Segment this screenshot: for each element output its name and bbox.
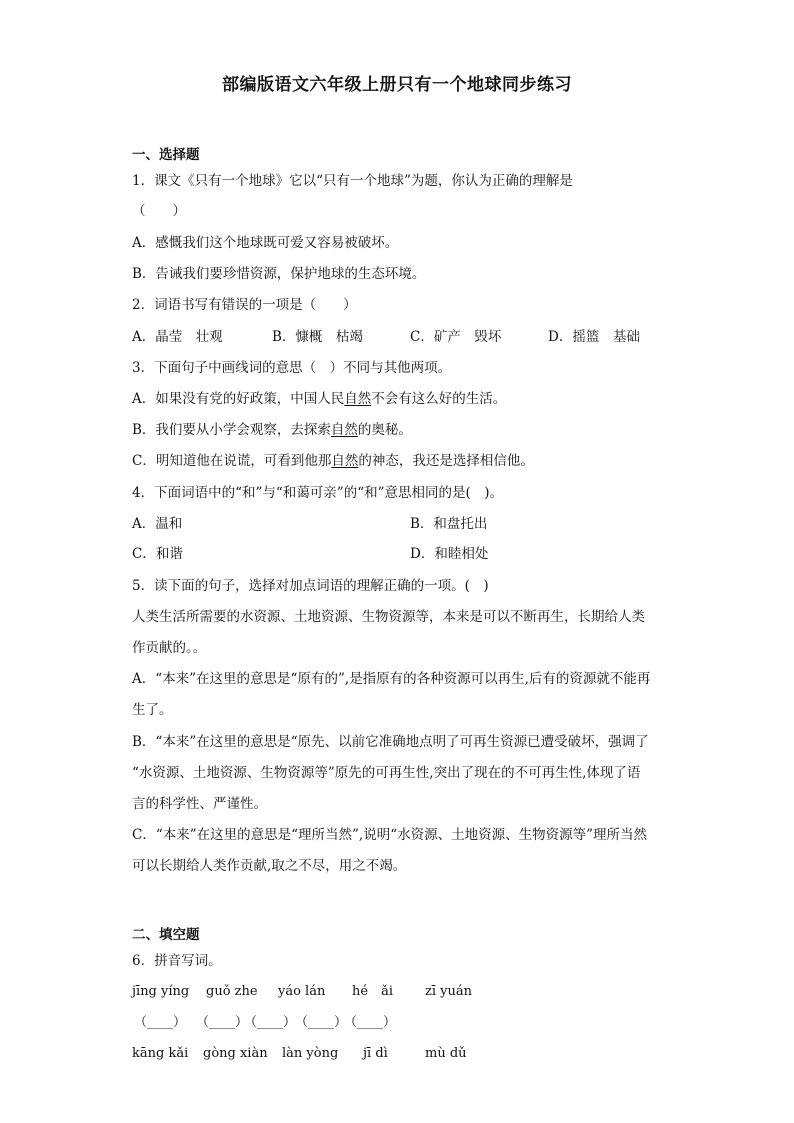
page-title: 部编版语文六年级上册只有一个地球同步练习 (222, 75, 572, 95)
question-3-option-b-post: 的奥秘。 (357, 422, 412, 438)
question-5-option-b-line-1: B．“本来”在这里的意思是“原先、以前它准确地点明了可再生资源已遭受破坏，强调了 (132, 734, 649, 750)
question-3-option-b-pre: B．我们要从小学会观察，去探索 (132, 422, 331, 438)
question-3-option-b (132, 421, 412, 439)
answer-blank-1[interactable]: （____） (134, 1015, 187, 1030)
question-2-stem: 2．词语书写有错误的一项是（ ） (132, 297, 357, 313)
pinyin-6: kāng kǎi (132, 1046, 189, 1061)
question-3-option-a (132, 390, 506, 408)
question-1-stem: 1．课文《只有一个地球》它以“只有一个地球”为题，你认为正确的理解是 (132, 173, 573, 189)
question-4-option-a: A．温和 (132, 516, 183, 532)
question-2-option-a: A．晶莹 壮观 (132, 329, 223, 345)
question-3-stem: 3．下面句子中画线词的意思（ ）不同与其他两项。 (132, 360, 452, 376)
question-3-option-a-underlined: 自然 (344, 391, 372, 407)
pinyin-4: hé ǎi (352, 984, 393, 999)
section-heading-choice: 一、选择题 (132, 147, 200, 163)
question-3-option-a-post: 不会有这么好的生活。 (371, 391, 507, 407)
question-3-option-c-underlined: 自然 (331, 453, 359, 469)
pinyin-7: gòng xiàn (203, 1046, 268, 1061)
question-5-option-c-line-2: 可以长期给人类作贡献,取之不尽，用之不竭。 (132, 858, 407, 874)
pinyin-8: làn yòng (282, 1046, 339, 1061)
question-3-option-c (132, 452, 534, 470)
question-5-stem: 5．读下面的句子，选择对加点词语的理解正确的一项。( ) (132, 578, 489, 594)
answer-blank-4[interactable]: （____） (295, 1015, 348, 1030)
question-5-option-a-line-1: A．“本来”在这里的意思是“原有的”,是指原有的各种资源可以再生,后有的资源就不能再 (132, 671, 651, 687)
question-3-option-b-underlined: 自然 (330, 422, 358, 438)
question-1-option-b: B．告诫我们要珍惜资源，保护地球的生态环境。 (132, 266, 426, 282)
question-2-option-b: B．慷概 枯竭 (272, 329, 363, 345)
question-4-option-b: B．和盘托出 (410, 516, 488, 532)
question-6-stem: 6．拼音写词。 (132, 953, 222, 969)
answer-blank-3[interactable]: （____） (244, 1015, 297, 1030)
question-5-option-c-line-1: C．“本来”在这里的意思是“理所当然”,说明“水资源、土地资源、生物资源等”理所当然 (132, 827, 648, 843)
answer-blank-2[interactable]: （____） (196, 1015, 249, 1030)
question-2-option-c: C．矿产 毁坏 (410, 329, 502, 345)
pinyin-10: mù dǔ (425, 1046, 467, 1061)
pinyin-2: guǒ zhe (206, 984, 258, 999)
question-5-option-b-line-2: “水资源、土地资源、生物资源等”原先的可再生性,突出了现在的不可再生性,体现了语 (132, 765, 641, 781)
question-1-option-a: A．感慨我们这个地球既可爱又容易被破坏。 (132, 235, 399, 251)
pinyin-9: jī dì (363, 1046, 388, 1061)
question-1-paren: （ ） (132, 203, 186, 219)
question-3-option-c-pre: C．明知道他在说谎，可看到他那 (132, 453, 332, 469)
section-heading-fill: 二、填空题 (132, 927, 200, 943)
question-2-option-d: D．摇篮 基础 (548, 329, 640, 345)
question-5-option-a-line-2: 生了。 (132, 702, 173, 718)
question-5-passage-line-2: 作贡献的。。 (132, 640, 207, 656)
question-4-option-c: C．和谐 (132, 546, 183, 562)
question-4-stem: 4．下面词语中的“和”与“和蔼可亲”的“和”意思相同的是( )。 (132, 485, 504, 501)
question-4-option-d: D．和睦相处 (410, 546, 489, 562)
question-5-passage-line-1: 人类生活所需要的水资源、土地资源、生物资源等，本来是可以不断再生，长期给人类 (132, 609, 645, 625)
answer-blank-5[interactable]: （____） (344, 1015, 397, 1030)
pinyin-1: jīng yíng (132, 984, 190, 999)
question-3-option-c-post: 的神态，我还是选择相信他。 (358, 453, 534, 469)
pinyin-3: yáo lán (278, 984, 326, 999)
question-3-option-a-pre: A．如果没有党的好政策，中国人民 (132, 391, 345, 407)
question-5-option-b-line-3: 言的科学性、严谨性。 (132, 796, 267, 812)
pinyin-5: zī yuán (425, 984, 472, 999)
